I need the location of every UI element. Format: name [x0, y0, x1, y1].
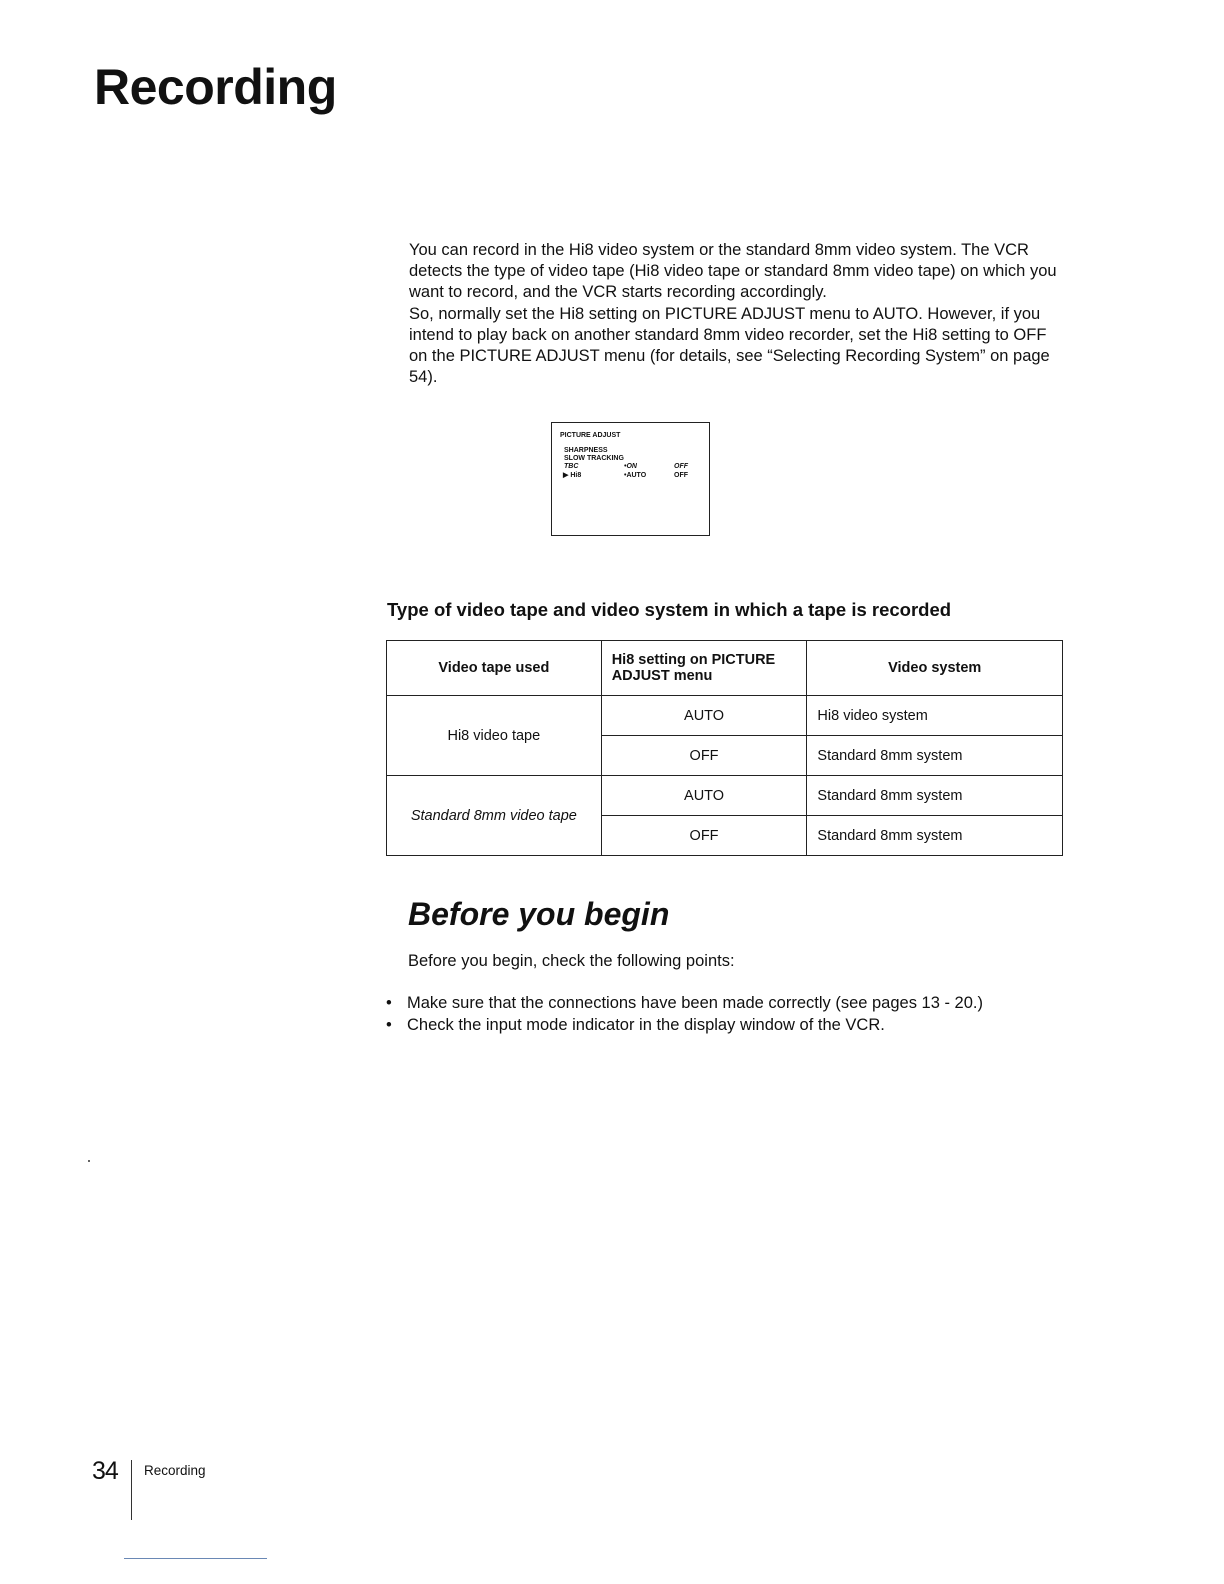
before-you-begin-intro: Before you begin, check the following points:: [408, 952, 735, 970]
intro-text: [409, 240, 1069, 388]
footer-divider: [131, 1460, 132, 1520]
list-item: • Check the input mode indicator in the display window of the VCR.: [386, 1014, 983, 1036]
intro-paragraph: So, normally set the Hi8 setting on PICTURE ADJUST menu to AUTO. However, if you intend to play back on another standard 8mm video recorder, set the Hi8 setting to OFF on the PICTURE ADJUST menu (for details, see “Selecting Recording System” on page 54).: [409, 304, 1050, 387]
video-system-cell: Standard 8mm system: [807, 816, 1063, 856]
tape-type-cell: Hi8 video tape: [387, 696, 602, 776]
page-number: 34: [92, 1457, 118, 1485]
intro-paragraph: You can record in the Hi8 video system or the standard 8mm video system. The VCR detects the type of video tape (Hi8 video tape or standard 8mm video tape) on which you want to record, and the VCR starts recording accordingly.: [409, 241, 1057, 302]
osd-value-hi8-off: OFF: [674, 472, 688, 479]
video-system-cell: Standard 8mm system: [807, 736, 1063, 776]
picture-adjust-menu-screen: [551, 422, 710, 536]
list-item: • Make sure that the connections have been made correctly (see pages 13 - 20.): [386, 992, 983, 1014]
hi8-setting-cell: OFF: [601, 816, 807, 856]
hi8-setting-cell: AUTO: [601, 696, 807, 736]
video-system-table: [386, 640, 1063, 856]
header-video-tape-used: Video tape used: [387, 641, 602, 696]
video-system-cell: Hi8 video system: [807, 696, 1063, 736]
osd-menu-title: PICTURE ADJUST: [560, 432, 621, 439]
checklist: [386, 992, 983, 1036]
footer-section-label: Recording: [144, 1463, 206, 1478]
before-you-begin-heading: Before you begin: [408, 896, 670, 932]
scan-speck: [88, 1160, 90, 1162]
table-row: [387, 776, 1063, 816]
bottom-rule: [124, 1558, 267, 1559]
osd-item-sharpness: SHARPNESS: [564, 447, 608, 454]
osd-value-tbc-on: •ON: [624, 463, 637, 470]
hi8-setting-cell: AUTO: [601, 776, 807, 816]
header-video-system: Video system: [807, 641, 1063, 696]
osd-value-tbc-off: OFF: [674, 463, 688, 470]
page-title: Recording: [94, 59, 337, 115]
table-row: [387, 696, 1063, 736]
header-hi8-setting: Hi8 setting on PICTURE ADJUST menu: [601, 641, 807, 696]
osd-item-tbc: TBC: [564, 463, 579, 470]
osd-item-hi8: ▶ Hi8: [563, 472, 582, 479]
hi8-setting-cell: OFF: [601, 736, 807, 776]
tape-type-cell: Standard 8mm video tape: [387, 776, 602, 856]
video-system-cell: Standard 8mm system: [807, 776, 1063, 816]
osd-value-hi8-auto: •AUTO: [624, 472, 647, 479]
table-header-row: [387, 641, 1063, 696]
table-heading: Type of video tape and video system in which a tape is recorded: [387, 599, 952, 620]
osd-item-slow-tracking: SLOW TRACKING: [564, 455, 624, 462]
